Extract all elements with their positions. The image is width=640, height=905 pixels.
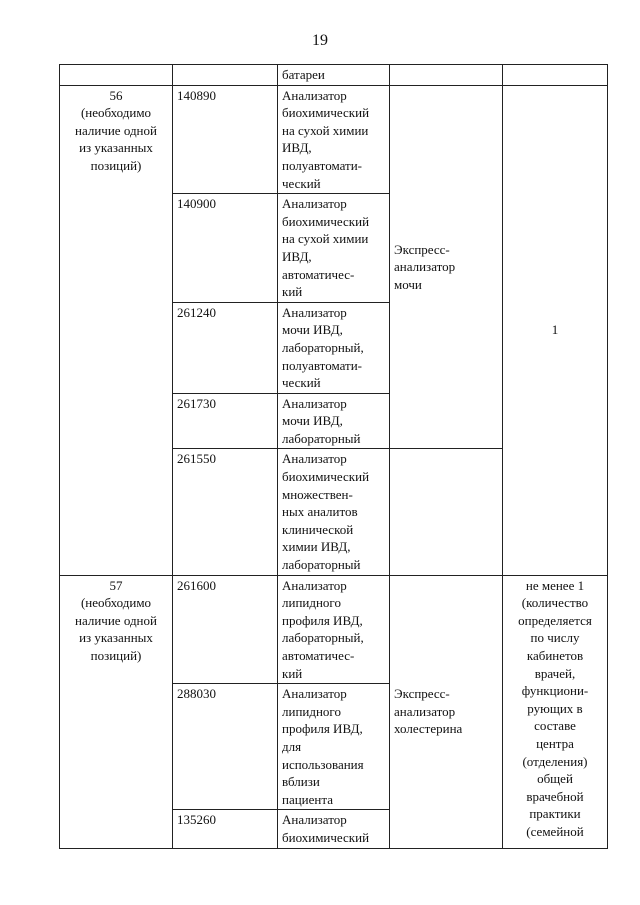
name-text: Анализатор биохимический множествен- ных аналитов клинической химии ИВД, лабораторный bbox=[282, 451, 370, 573]
name-text: Анализатор биохимический на сухой химии ИВД, автоматичес- кий bbox=[282, 196, 370, 300]
cell-code bbox=[173, 302, 278, 393]
name-text: Анализатор биохимический на сухой химии ИВД, полуавтомати- ческий bbox=[282, 87, 370, 191]
cell-code bbox=[173, 65, 278, 86]
table-row bbox=[60, 575, 608, 684]
cell-name bbox=[278, 393, 390, 449]
cell-name bbox=[278, 575, 390, 684]
cell-position bbox=[60, 85, 173, 575]
cell-equipment bbox=[390, 85, 503, 449]
cell-code bbox=[173, 449, 278, 575]
table-row-continuation bbox=[60, 65, 608, 86]
cell-name bbox=[278, 65, 390, 86]
name-text: Анализатор липидного профиля ИВД, для использования вблизи пациента bbox=[282, 686, 364, 807]
equipment-text: Экспресс- анализатор холестерина bbox=[394, 686, 463, 737]
cell-name bbox=[278, 810, 390, 848]
quantity-text: 1 bbox=[551, 322, 559, 338]
cell-name-text: батареи bbox=[282, 67, 325, 82]
cell-name bbox=[278, 85, 390, 194]
cell-code bbox=[173, 684, 278, 810]
cell-equipment bbox=[390, 449, 503, 575]
table-row bbox=[60, 85, 608, 194]
cell-quantity bbox=[503, 85, 608, 575]
cell-position bbox=[60, 575, 173, 848]
cell-position bbox=[60, 65, 173, 86]
name-text: Анализатор мочи ИВД, лабораторный bbox=[282, 395, 361, 446]
cell-quantity bbox=[503, 65, 608, 86]
cell-code bbox=[173, 85, 278, 194]
name-text: Анализатор биохимический bbox=[282, 812, 370, 845]
code-text: 140900 bbox=[177, 196, 216, 212]
position-text: 56 (необходимо наличие одной из указанных позиций) bbox=[75, 87, 157, 173]
cell-code bbox=[173, 810, 278, 848]
name-text: Анализатор мочи ИВД, лабораторный, полуавтомати- ческий bbox=[282, 304, 364, 391]
cell-code bbox=[173, 393, 278, 449]
cell-name bbox=[278, 684, 390, 810]
code-text: 140890 bbox=[177, 87, 216, 103]
code-text: 261600 bbox=[177, 577, 216, 593]
code-text: 135260 bbox=[177, 812, 216, 828]
name-text: Анализатор липидного профиля ИВД, лабораторный, автоматичес- кий bbox=[282, 577, 364, 681]
code-text: 288030 bbox=[177, 686, 216, 702]
page-number: 19 bbox=[312, 32, 328, 49]
cell-name bbox=[278, 302, 390, 393]
cell-equipment bbox=[390, 575, 503, 848]
cell-code bbox=[173, 194, 278, 303]
cell-equipment bbox=[390, 65, 503, 86]
equipment-text: Экспресс- анализатор мочи bbox=[394, 241, 456, 292]
code-text: 261730 bbox=[177, 395, 216, 411]
cell-name bbox=[278, 449, 390, 575]
quantity-text: не менее 1 (количество определяется по числу кабинетов врачей, функциони- рующих в составе центра (отделения) общей врачебной практики (семейной bbox=[518, 577, 592, 839]
position-text: 57 (необходимо наличие одной из указанных позиций) bbox=[75, 577, 157, 663]
cell-code bbox=[173, 575, 278, 684]
cell-quantity bbox=[503, 575, 608, 848]
cell-name bbox=[278, 194, 390, 303]
code-text: 261550 bbox=[177, 451, 216, 467]
code-text: 261240 bbox=[177, 304, 216, 320]
equipment-table bbox=[59, 64, 608, 849]
